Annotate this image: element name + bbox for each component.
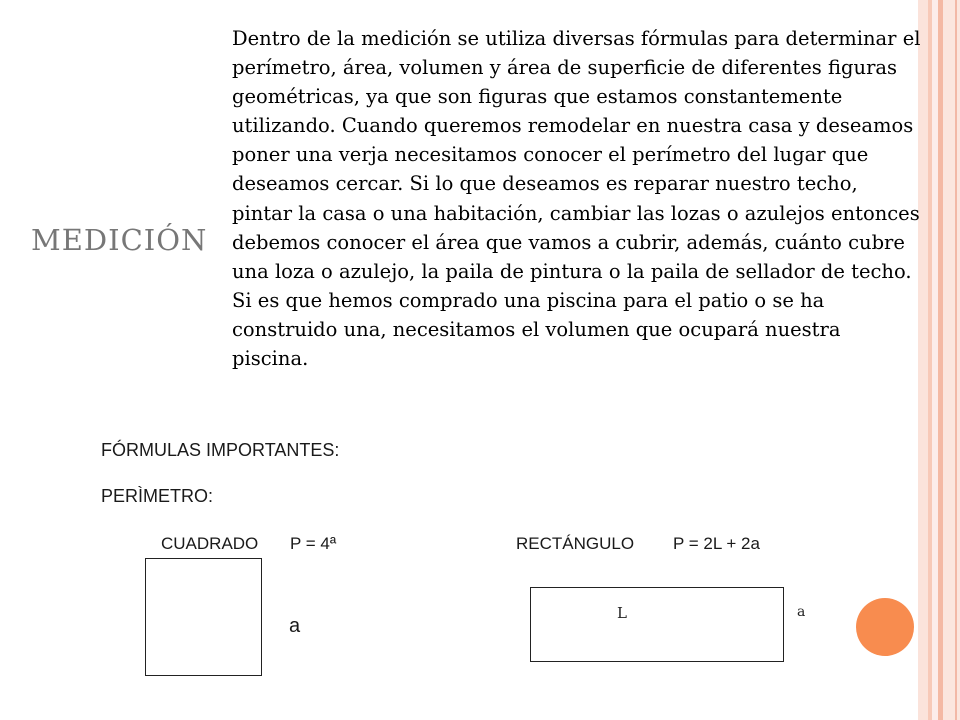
rectangle-length-label: L [617,604,627,622]
square-formula: P = 4ª [290,534,337,553]
rectangle-shape [530,587,784,662]
body-paragraph: Dentro de la medición se utiliza diversas fórmulas para determinar el perímetro, área, volumen y área de superficie de diferentes figuras geométricas, ya que son figuras que estamos constantemente utilizando. Cuando queremos remodelar en nuestra casa y deseamos poner una verja necesitamos conocer el perímetro del lugar que deseamos cercar. Si lo que deseamos es reparar nuestro techo, pintar la casa o una habitación, cambiar las lozas o azulejos entonces debemos conocer el área que vamos a cubrir, además, cuánto cubre una loza o azulejo, la paila de pintura o la paila de sellador de techo. Si es que hemos comprado una piscina para el patio o se ha construido una, necesitamos el volumen que ocupará nuestra piscina. [232,27,921,371]
decorative-border-stripe [943,0,960,720]
decorative-circle [856,598,914,656]
slide-title: MEDICIÓN [31,223,208,257]
rectangle-formula: P = 2L + 2a [673,534,760,553]
decorative-border-stripe [955,0,957,720]
rectangle-width-label: a [797,604,806,620]
rectangle-label: RECTÁNGULO [516,534,635,553]
figure-heading: FÓRMULAS IMPORTANTES: [101,440,340,460]
figure-subheading: PERÌMETRO: [101,486,214,506]
square-shape [145,558,262,676]
square-side-label: a [289,615,301,637]
square-label: CUADRADO [161,534,259,553]
